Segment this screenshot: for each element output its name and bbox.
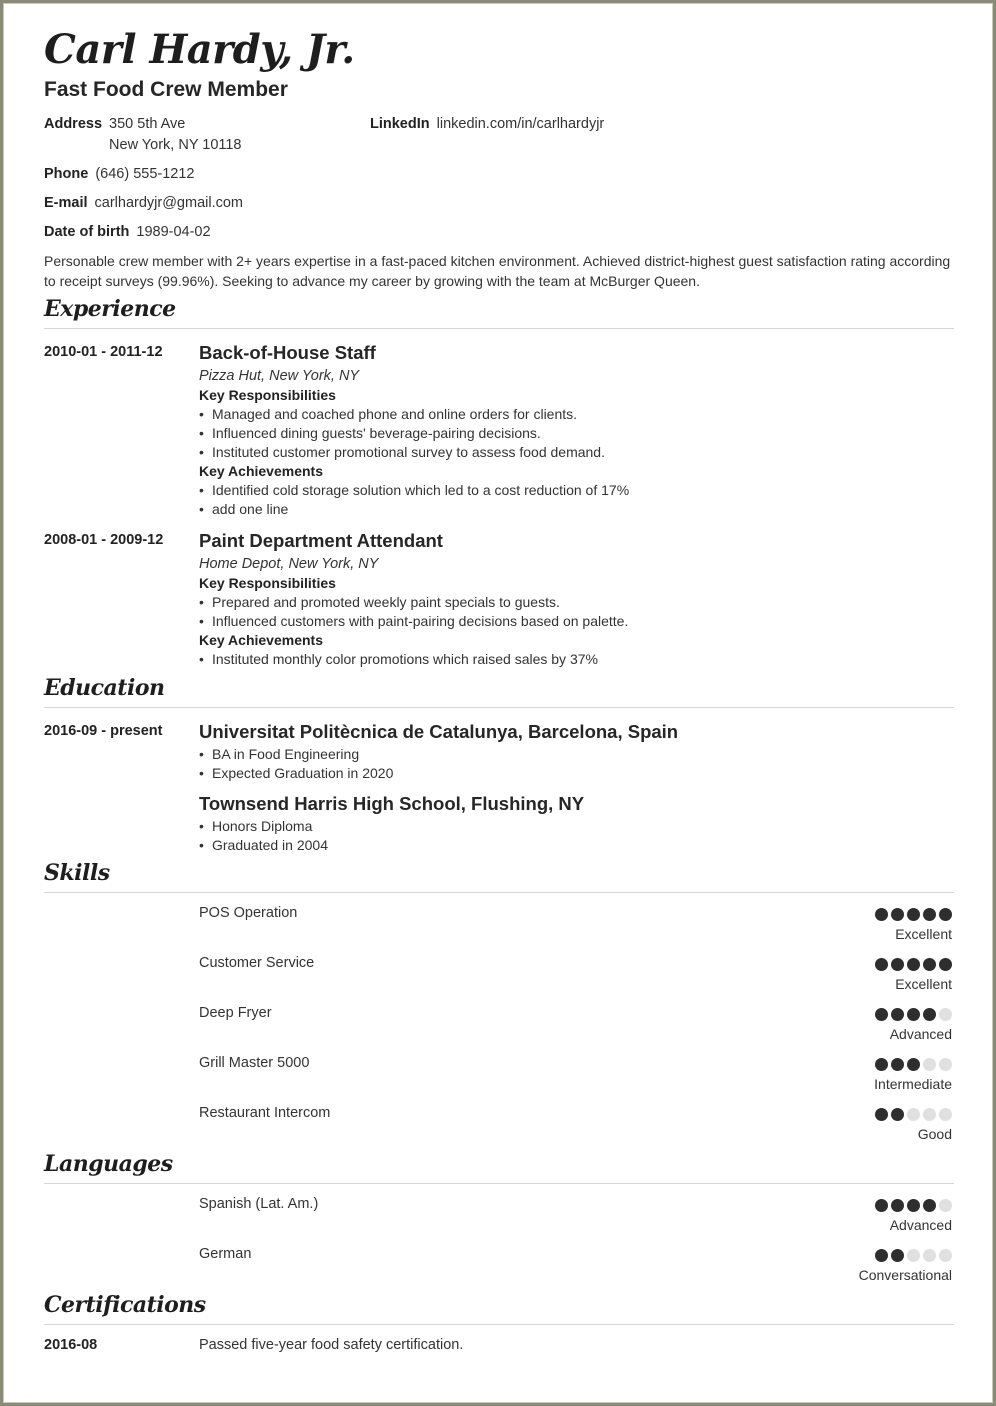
job-dates: 2010-01 - 2011-12 [44,344,163,360]
achievements-list [199,650,919,669]
certification-text: Passed five-year food safety certification. [199,1337,464,1353]
rating-dot-empty [939,1058,952,1071]
school-name: Universitat Politècnica de Catalunya, Barcelona, Spain [199,721,679,742]
rating-dot-empty [923,1249,936,1262]
education-details [199,817,919,855]
responsibilities-label: Key Responsibilities [199,575,336,591]
certification-date: 2016-08 [44,1337,98,1353]
job-company: Pizza Hut, New York, NY [199,368,360,384]
language-level: Conversational [858,1267,952,1283]
rating-dot-empty [907,1249,920,1262]
skill-level: Advanced [889,1026,952,1042]
list-item: • Identified cold storage solution which led to a cost reduction of 17% [199,481,919,500]
linkedin-row [370,114,604,135]
rating-dot-filled [891,908,904,921]
rating-dot-empty [923,1058,936,1071]
rating-dot-filled [907,1058,920,1071]
rating-dot-filled [907,1199,920,1212]
rating-dot-filled [875,958,888,971]
language-rating [875,1199,952,1212]
skill-rating [875,1058,952,1071]
address-row [44,114,242,156]
address-line1: 350 5th Ave [109,116,186,132]
job-entry [199,340,919,519]
skill-name: Grill Master 5000 [199,1055,310,1071]
linkedin-label: LinkedIn [370,116,430,132]
candidate-name: Carl Hardy, Jr. [44,26,355,73]
skill-rating [875,1008,952,1021]
skill-rating [875,1108,952,1121]
responsibilities-list [199,593,919,631]
dob-value: 1989-04-02 [136,224,211,240]
list-item: • Managed and coached phone and online orders for clients. [199,405,919,424]
job-entry [199,528,919,669]
rating-dot-filled [907,958,920,971]
dob-row [44,222,211,243]
experience-heading: Experience [44,296,954,329]
profile-summary: Personable crew member with 2+ years expertise in a fast-paced kitchen environment. Achieved district-highest guest satisfaction rating according to receipt surveys (99.96%). Seeking to advance my career by growing with the team at McBurger Queen. [44,253,951,289]
rating-dot-filled [891,958,904,971]
list-item: • Prepared and promoted weekly paint specials to guests. [199,593,919,612]
list-item: • Instituted customer promotional survey to assess food demand. [199,443,919,462]
list-item: • Instituted monthly color promotions which raised sales by 37% [199,650,919,669]
school-name: Townsend Harris High School, Flushing, NY [199,793,585,814]
achievements-list [199,481,919,519]
rating-dot-filled [891,1108,904,1121]
rating-dot-empty [939,1199,952,1212]
rating-dot-filled [875,1249,888,1262]
rating-dot-filled [875,908,888,921]
job-role: Back-of-House Staff [199,342,376,363]
education-details [199,745,919,783]
skill-name: Restaurant Intercom [199,1105,331,1121]
skill-level: Excellent [895,976,952,992]
achievements-label: Key Achievements [199,632,323,648]
email-row [44,193,243,214]
rating-dot-filled [891,1008,904,1021]
list-item: • Honors Diploma [199,817,919,836]
skill-rating [875,908,952,921]
phone-row [44,164,194,185]
dob-label: Date of birth [44,224,130,240]
address-label: Address [44,116,103,132]
education-entry [199,791,919,855]
rating-dot-empty [923,1108,936,1121]
rating-dot-filled [891,1249,904,1262]
list-item: • Graduated in 2004 [199,836,919,855]
education-heading: Education [44,675,954,708]
linkedin-link[interactable]: linkedin.com/in/carlhardyjr [436,116,605,132]
job-company: Home Depot, New York, NY [199,556,379,572]
list-item: • BA in Food Engineering [199,745,919,764]
language-level: Advanced [889,1217,952,1233]
responsibilities-list [199,405,919,462]
language-name: Spanish (Lat. Am.) [199,1196,319,1212]
skill-level: Intermediate [874,1076,952,1092]
education-entry [199,719,919,783]
list-item: • Expected Graduation in 2020 [199,764,919,783]
rating-dot-filled [875,1008,888,1021]
certifications-heading: Certifications [44,1292,954,1325]
rating-dot-filled [923,908,936,921]
rating-dot-filled [939,908,952,921]
language-name: German [199,1246,252,1262]
rating-dot-filled [907,1008,920,1021]
list-item: • Influenced customers with paint-pairing decisions based on palette. [199,612,919,631]
skills-heading: Skills [44,860,954,893]
achievements-label: Key Achievements [199,463,323,479]
rating-dot-filled [891,1199,904,1212]
rating-dot-filled [875,1108,888,1121]
job-role: Paint Department Attendant [199,530,443,551]
responsibilities-label: Key Responsibilities [199,387,336,403]
email-link[interactable]: carlhardyjr@gmail.com [94,195,243,211]
rating-dot-filled [923,1008,936,1021]
skill-name: POS Operation [199,905,298,921]
resume-page [3,3,993,1403]
rating-dot-filled [923,958,936,971]
language-rating [875,1249,952,1262]
address-line2: New York, NY 10118 [109,137,242,153]
education-dates: 2016-09 - present [44,723,163,739]
skill-rating [875,958,952,971]
rating-dot-filled [875,1058,888,1071]
list-item: • add one line [199,500,919,519]
list-item: • Influenced dining guests' beverage-pairing decisions. [199,424,919,443]
skill-level: Excellent [895,926,952,942]
job-dates: 2008-01 - 2009-12 [44,532,164,548]
rating-dot-filled [923,1199,936,1212]
rating-dot-empty [939,1008,952,1021]
rating-dot-empty [939,1108,952,1121]
job-title: Fast Food Crew Member [44,78,288,101]
email-label: E-mail [44,195,88,211]
skill-name: Customer Service [199,955,315,971]
rating-dot-filled [891,1058,904,1071]
rating-dot-empty [907,1108,920,1121]
rating-dot-filled [875,1199,888,1212]
rating-dot-empty [939,1249,952,1262]
skill-name: Deep Fryer [199,1005,272,1021]
rating-dot-filled [907,908,920,921]
phone-value: (646) 555-1212 [95,166,195,182]
phone-label: Phone [44,166,89,182]
languages-heading: Languages [44,1151,954,1184]
skill-level: Good [917,1126,952,1142]
rating-dot-filled [939,958,952,971]
